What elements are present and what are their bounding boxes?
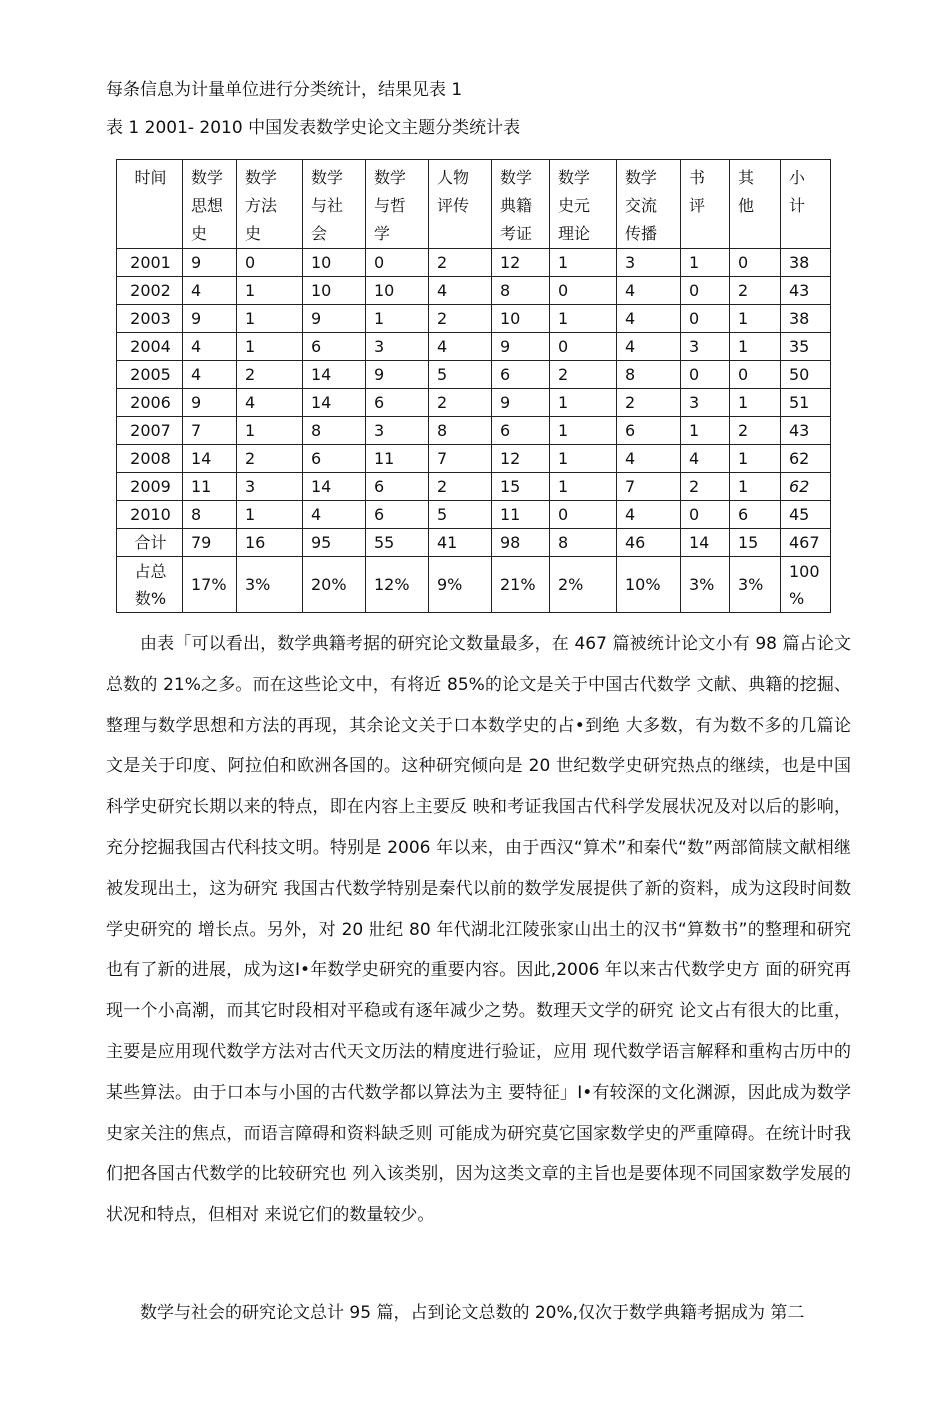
table-cell: 3% [730, 557, 781, 613]
table-cell: 3 [366, 417, 429, 445]
table-cell: 4 [617, 277, 681, 305]
table-cell: 467 [781, 529, 831, 557]
table-cell: 6 [492, 361, 550, 389]
table-cell: 1 [550, 417, 617, 445]
row-label-cell: 2006 [117, 389, 183, 417]
table-cell: 2 [550, 361, 617, 389]
row-label-cell: 2009 [117, 473, 183, 501]
table-cell: 2 [730, 417, 781, 445]
statistics-table [116, 159, 831, 613]
header-cell: 数学 方法 史 [237, 160, 303, 249]
table-row [117, 417, 831, 445]
header-cell: 人物 评传 [429, 160, 492, 249]
table-cell: 9 [303, 305, 366, 333]
table-cell: 43 [781, 277, 831, 305]
table-cell: 2 [237, 445, 303, 473]
table-cell: 7 [183, 417, 237, 445]
table-cell: 1 [550, 473, 617, 501]
intro-line: 每条信息为计量单位进行分类统计，结果见表 1 [106, 80, 463, 100]
table-cell: 6 [730, 501, 781, 529]
table-cell: 4 [429, 277, 492, 305]
table-cell: 9 [492, 333, 550, 361]
row-label-cell: 2001 [117, 249, 183, 277]
table-cell: 0 [550, 277, 617, 305]
table-cell: 35 [781, 333, 831, 361]
table-cell: 21% [492, 557, 550, 613]
header-cell: 数学 典籍 考证 [492, 160, 550, 249]
table-row [117, 445, 831, 473]
table-cell: 4 [617, 501, 681, 529]
table-header [117, 160, 831, 249]
table-cell: 6 [366, 501, 429, 529]
table-cell: 2 [429, 473, 492, 501]
table-cell: 10 [366, 277, 429, 305]
row-label-cell: 占总 数% [117, 557, 183, 613]
table-cell: 0 [681, 361, 730, 389]
table-cell: 7 [617, 473, 681, 501]
header-cell: 小 计 [781, 160, 831, 249]
table-cell: 6 [366, 473, 429, 501]
table-cell: 1 [237, 333, 303, 361]
table-cell: 12 [492, 249, 550, 277]
table-cell: 14 [183, 445, 237, 473]
table-cell: 5 [429, 361, 492, 389]
table-cell: 1 [730, 305, 781, 333]
table-cell: 62 [781, 473, 831, 501]
table-cell: 4 [183, 361, 237, 389]
row-label-cell: 2005 [117, 361, 183, 389]
table-cell: 8 [492, 277, 550, 305]
table-cell: 2% [550, 557, 617, 613]
row-label-cell: 2002 [117, 277, 183, 305]
table-cell: 11 [492, 501, 550, 529]
row-label-cell: 2004 [117, 333, 183, 361]
table-cell: 0 [681, 305, 730, 333]
table-cell: 8 [550, 529, 617, 557]
table-cell: 1 [237, 277, 303, 305]
table-row [117, 501, 831, 529]
table-row [117, 557, 831, 613]
table-cell: 8 [429, 417, 492, 445]
table-cell: 10 [492, 305, 550, 333]
table-cell: 4 [303, 501, 366, 529]
table-cell: 12 [492, 445, 550, 473]
table-cell: 43 [781, 417, 831, 445]
table-cell: 4 [183, 333, 237, 361]
table-cell: 0 [550, 501, 617, 529]
header-cell: 书 评 [681, 160, 730, 249]
table-cell: 3 [681, 389, 730, 417]
table-cell: 8 [303, 417, 366, 445]
table-cell: 0 [681, 277, 730, 305]
table-cell: 2 [730, 277, 781, 305]
header-cell: 数学 与社 会 [303, 160, 366, 249]
table-cell: 1 [730, 333, 781, 361]
table-cell: 1 [237, 501, 303, 529]
table-row [117, 361, 831, 389]
table-cell: 2 [429, 249, 492, 277]
table-cell: 16 [237, 529, 303, 557]
table-cell: 4 [237, 389, 303, 417]
table-cell: 79 [183, 529, 237, 557]
table-cell: 3 [617, 249, 681, 277]
table-cell: 0 [730, 361, 781, 389]
table-cell: 55 [366, 529, 429, 557]
table-cell: 9 [366, 361, 429, 389]
table-cell: 3 [681, 333, 730, 361]
table-row [117, 249, 831, 277]
row-label-cell: 2008 [117, 445, 183, 473]
table-cell: 3% [237, 557, 303, 613]
table-cell: 15 [730, 529, 781, 557]
table-row [117, 389, 831, 417]
table-cell: 10 [303, 249, 366, 277]
table-cell: 38 [781, 249, 831, 277]
header-cell: 数学 思想 史 [183, 160, 237, 249]
table-cell: 15 [492, 473, 550, 501]
paragraph-1: 由表「可以看出，数学典籍考据的研究论文数量最多，在 467 篇被统计论文小有 98 篇占论文总数的 21%之多。而在这些论文中，有将近 85%的论文是关于中国古代数学 文献、典籍的挖掘、整理与数学思想和方法的再现，其余论文关于口本数学史的占•到绝 大多数，有为数不多的几篇论文是关于印度、阿拉伯和欧洲各国的。这种研究倾向是 20 世纪数学史研究热点的继续，也是中国科学史研究长期以来的特点，即在内容上主要反 映和考证我国古代科学发展状况及对以后的影响，充分挖掘我国古代科技文明。特别是 2006 年以来，由于西汉“算术”和秦代“数”两部简牍文献相继被发现出土，这为研究 我国古代数学特别是秦代以前的数学发展提供了新的资料，成为这段时间数学史研究的 增长点。另外，对 20 壯纪 80 年代湖北江陵张家山出土的汉书“算数书”的整理和研究 也有了新的进展，成为这I•年数学史研究的重要内容。因此,2006 年以来古代数学史方 面的研究再现一个小高潮，而其它时段相对平稳或有逐年减少之势。数理天文学的研究 论文占有很大的比重，主要是应用现代数学方法对古代天文历法的精度进行验证，应用 现代数学语言解释和重构古历中的某些算法。由于口本与小国的古代数学都以算法为主 要特征」I•有较深的文化渊源，因此成为数学史家关注的焦点，而语言障碍和资料缺乏则 可能成为研究莫它国家数学史的严重障碍。在统计时我们把各国古代数学的比较研究也 列入该类别，因为这类文章的主旨也是要体现不同国家数学发展的状况和特点，但相对 来说它们的数量较少。 [106, 634, 851, 1226]
table-cell: 0 [550, 333, 617, 361]
table-cell: 1 [550, 389, 617, 417]
table-cell: 9 [183, 249, 237, 277]
table-cell: 5 [429, 501, 492, 529]
table-row [117, 529, 831, 557]
table-cell: 100 % [781, 557, 831, 613]
header-cell: 数学 与哲 学 [366, 160, 429, 249]
row-label-cell: 2003 [117, 305, 183, 333]
table-cell: 1 [681, 249, 730, 277]
table-cell: 3 [366, 333, 429, 361]
table-cell: 1 [550, 249, 617, 277]
table-cell: 10% [617, 557, 681, 613]
table-row [117, 333, 831, 361]
header-cell: 时间 [117, 160, 183, 249]
table-cell: 3 [237, 473, 303, 501]
table-row [117, 305, 831, 333]
table-cell: 2 [237, 361, 303, 389]
table-cell: 8 [617, 361, 681, 389]
row-label-cell: 2010 [117, 501, 183, 529]
table-cell: 1 [730, 389, 781, 417]
table-cell: 11 [183, 473, 237, 501]
table-cell: 45 [781, 501, 831, 529]
table-cell: 41 [429, 529, 492, 557]
paragraph-2: 数学与社会的研究论文总计 95 篇，占到论文总数的 20%,仅次于数学典籍考据成为 第二 [140, 1303, 805, 1323]
table-cell: 0 [681, 501, 730, 529]
table-body [117, 249, 831, 613]
table-cell: 0 [366, 249, 429, 277]
table-cell: 0 [730, 249, 781, 277]
table-cell: 1 [730, 473, 781, 501]
table-cell: 7 [429, 445, 492, 473]
table-cell: 2 [681, 473, 730, 501]
table-cell: 98 [492, 529, 550, 557]
row-label-cell: 2007 [117, 417, 183, 445]
table-cell: 62 [781, 445, 831, 473]
table-cell: 46 [617, 529, 681, 557]
table-cell: 10 [303, 277, 366, 305]
table-cell: 6 [366, 389, 429, 417]
table-cell: 38 [781, 305, 831, 333]
table-cell: 1 [730, 445, 781, 473]
table-cell: 2 [429, 305, 492, 333]
table-cell: 3% [681, 557, 730, 613]
table-cell: 20% [303, 557, 366, 613]
table-cell: 2 [429, 389, 492, 417]
table-cell: 1 [550, 445, 617, 473]
table-cell: 1 [366, 305, 429, 333]
table-cell: 11 [366, 445, 429, 473]
table-cell: 6 [492, 417, 550, 445]
table-cell: 6 [303, 445, 366, 473]
header-cell: 数学 史元 理论 [550, 160, 617, 249]
table-cell: 6 [303, 333, 366, 361]
table-cell: 1 [237, 305, 303, 333]
row-label-cell: 合计 [117, 529, 183, 557]
table-cell: 12% [366, 557, 429, 613]
table-cell: 8 [183, 501, 237, 529]
table-cell: 9 [492, 389, 550, 417]
table-cell: 50 [781, 361, 831, 389]
table-row [117, 473, 831, 501]
table-cell: 4 [617, 333, 681, 361]
table-cell: 2 [617, 389, 681, 417]
table-cell: 95 [303, 529, 366, 557]
table-cell: 9 [183, 305, 237, 333]
table-cell: 0 [237, 249, 303, 277]
table-cell: 4 [429, 333, 492, 361]
table-cell: 51 [781, 389, 831, 417]
header-cell: 其 他 [730, 160, 781, 249]
table-cell: 14 [303, 389, 366, 417]
table-cell: 14 [681, 529, 730, 557]
table-cell: 6 [617, 417, 681, 445]
table-cell: 17% [183, 557, 237, 613]
table-cell: 4 [681, 445, 730, 473]
table-cell: 14 [303, 473, 366, 501]
header-cell: 数学 交流 传播 [617, 160, 681, 249]
table-cell: 9% [429, 557, 492, 613]
table-cell: 4 [617, 305, 681, 333]
table-cell: 1 [550, 305, 617, 333]
table-cell: 4 [183, 277, 237, 305]
table-cell: 1 [237, 417, 303, 445]
table-row [117, 277, 831, 305]
table-caption: 表 1 2001- 2010 中国发表数学史论文主题分类统计表 [106, 118, 521, 138]
table-cell: 9 [183, 389, 237, 417]
table-cell: 4 [617, 445, 681, 473]
table-cell: 1 [681, 417, 730, 445]
table-cell: 14 [303, 361, 366, 389]
